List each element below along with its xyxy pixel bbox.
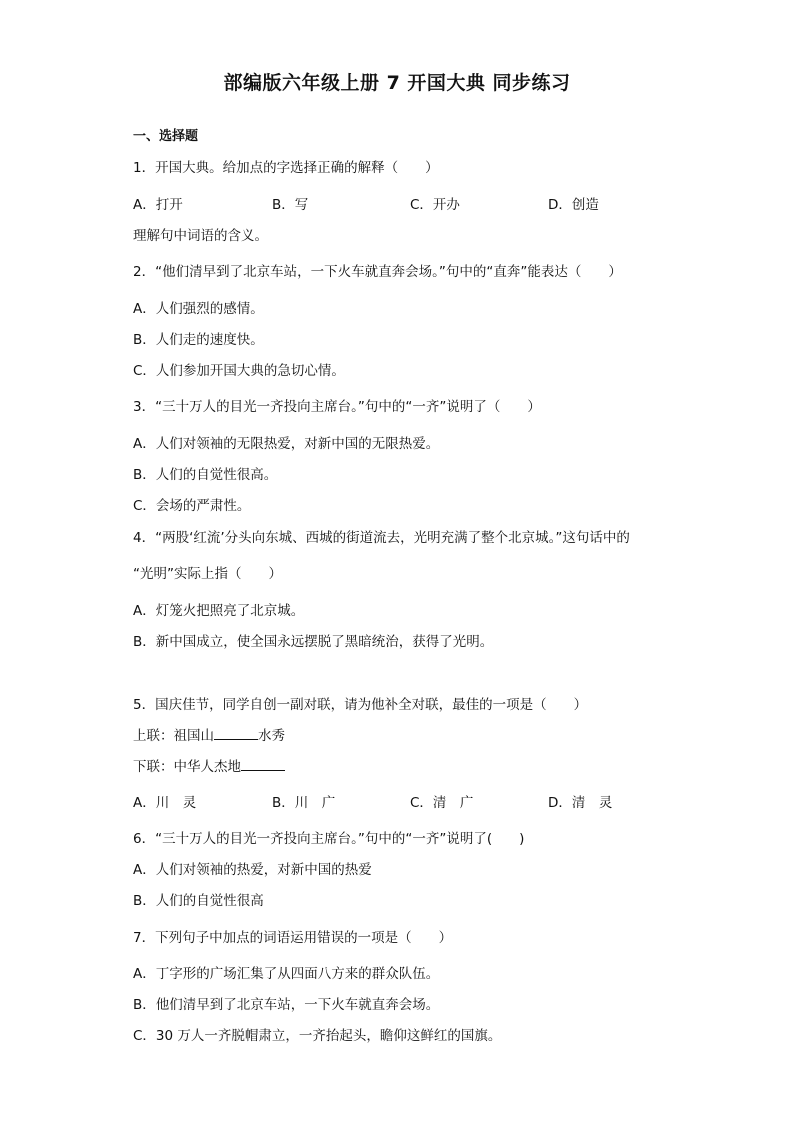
q2-option-b[interactable]: B．人们走的速度快。 [133,332,264,348]
q5-option-d[interactable]: D．清 灵 [548,795,613,811]
q6-option-b[interactable]: B．人们的自觉性很高 [133,893,264,909]
q4-option-a[interactable]: A．灯笼火把照亮了北京城。 [133,603,305,619]
q5-lower-prefix: 下联：中华人杰地 [133,759,241,775]
question-5-stem: 5．国庆佳节，同学自创一副对联，请为他补全对联，最佳的一项是（ ） [133,697,588,713]
q1-option-d[interactable]: D．创造 [548,197,599,213]
q4-option-b[interactable]: B．新中国成立，使全国永远摆脱了黑暗统治，获得了光明。 [133,634,494,650]
q1-option-a[interactable]: A．打开 [133,197,183,213]
question-7-stem: 7．下列句子中加点的词语运用错误的一项是（ ） [133,930,453,946]
q2-option-a[interactable]: A．人们强烈的感情。 [133,301,264,317]
q5-lower-couplet [133,755,285,775]
q5-option-c[interactable]: C．清 广 [410,795,474,811]
q1-option-b[interactable]: B．写 [272,197,309,213]
section-heading: 一、选择题 [133,129,199,144]
q5-upper-couplet [133,724,285,744]
q5-upper-prefix: 上联：祖国山 [133,728,214,744]
q1-note: 理解句中词语的含义。 [133,228,268,244]
q3-option-c[interactable]: C．会场的严肃性。 [133,498,251,514]
question-1-stem: 1．开国大典。给加点的字选择正确的解释（ ） [133,160,439,176]
q3-option-b[interactable]: B．人们的自觉性很高。 [133,467,278,483]
q5-option-a[interactable]: A．川 灵 [133,795,197,811]
question-4-stem-line1: 4．“两股‘红流’分头向东城、西城的街道流去，光明充满了整个北京城。”这句话中的 [133,530,630,546]
q2-option-c[interactable]: C．人们参加开国大典的急切心情。 [133,363,345,379]
question-2-stem: 2．“他们清早到了北京车站，一下火车就直奔会场。”句中的“直奔”能表达（ ） [133,264,622,280]
q6-option-a[interactable]: A．人们对领袖的热爱，对新中国的热爱 [133,862,372,878]
page-title: 部编版六年级上册 7 开国大典 同步练习 [223,72,571,94]
q5-upper-suffix: 水秀 [258,728,285,744]
question-3-stem: 3．“三十万人的目光一齐投向主席台。”句中的“一齐”说明了（ ） [133,399,541,415]
q5-upper-blank [214,727,258,740]
q5-lower-blank [241,758,285,771]
q5-option-b[interactable]: B．川 广 [272,795,336,811]
question-6-stem: 6．“三十万人的目光一齐投向主席台。”句中的“一齐”说明了( ) [133,831,525,847]
q3-option-a[interactable]: A．人们对领袖的无限热爱，对新中国的无限热爱。 [133,436,440,452]
q7-option-b[interactable]: B．他们清早到了北京车站，一下火车就直奔会场。 [133,997,440,1013]
question-4-stem-line2: “光明”实际上指（ ） [133,566,282,582]
q7-option-a[interactable]: A．丁字形的广场汇集了从四面八方来的群众队伍。 [133,966,440,982]
q7-option-c[interactable]: C．30 万人一齐脱帽肃立，一齐抬起头，瞻仰这鲜红的国旗。 [133,1028,502,1044]
q1-option-c[interactable]: C．开办 [410,197,460,213]
